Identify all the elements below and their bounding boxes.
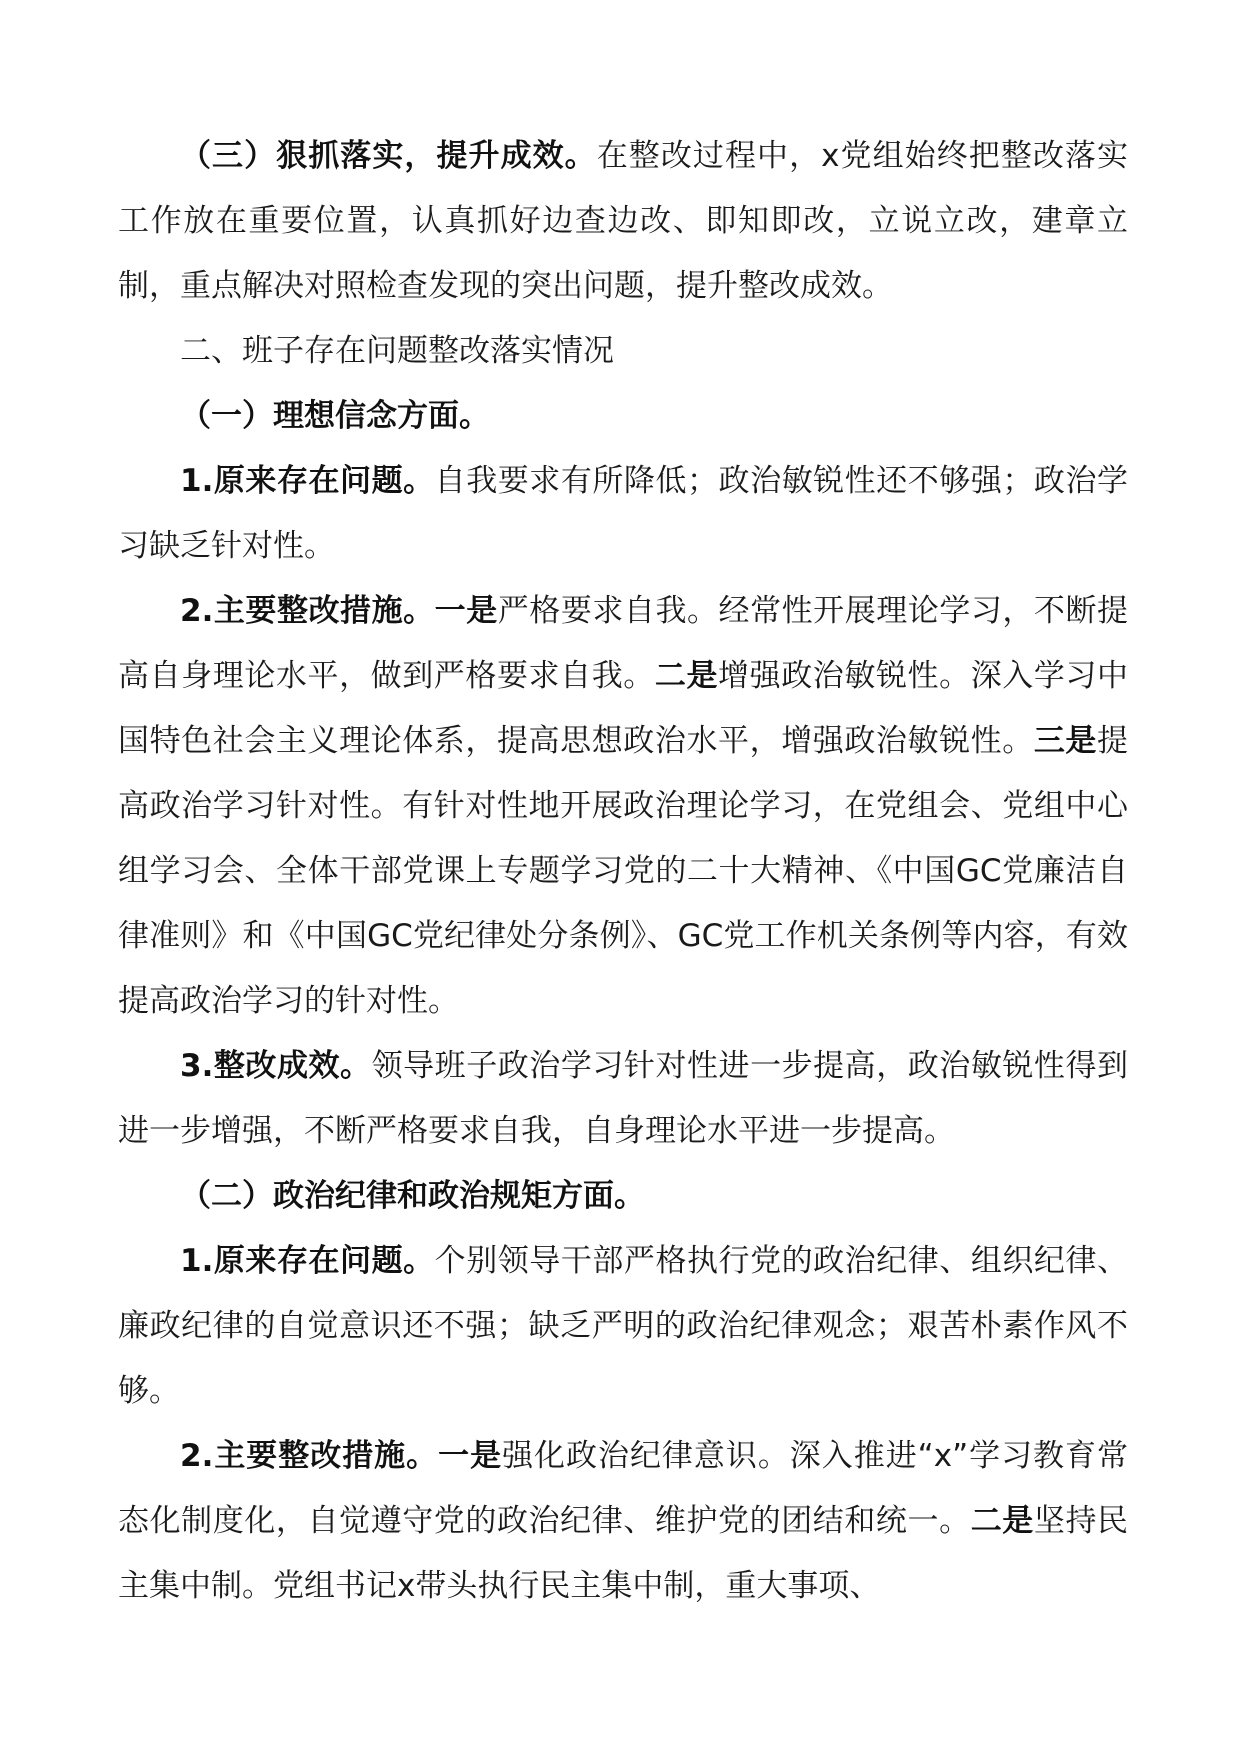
paragraph-text: 个别领导干部严格执行党的政治纪律、组织纪律、廉政纪律的自觉意识还不强；缺乏严明的政治纪律观念；艰苦朴素作风不够。 [118, 1243, 1128, 1409]
subsection-heading [118, 384, 1128, 449]
paragraph-text: 领导班子政治学习针对性进一步提高，政治敏锐性得到进一步增强，不断严格要求自我，自身理论水平进一步提高。 [118, 1048, 1128, 1149]
subsection-heading [118, 1164, 1128, 1229]
paragraph-problem [118, 449, 1128, 579]
document-body [118, 124, 1128, 1619]
measure-lead: 一是 [438, 1438, 503, 1474]
section-heading: 二、班子存在问题整改落实情况 [180, 333, 614, 369]
measure-text: 坚持民主集中制。党组书记x带头执行民主集中制，重大事项、 [118, 1503, 1129, 1604]
paragraph-lead: 1.原来存在问题。 [180, 463, 435, 499]
paragraph-implementation [118, 124, 1128, 319]
paragraph-measures [118, 579, 1128, 1034]
subsection-title: （一）理想信念方面。 [180, 398, 490, 434]
measure-text: 强化政治纪律意识。深入推进“x”学习教育常态化制度化，自觉遵守党的政治纪律、维护党的团结和统一。 [118, 1438, 1128, 1539]
paragraph-lead: 2.主要整改措施。 [180, 1438, 439, 1474]
measure-text: 提高政治学习针对性。有针对性地开展政治理论学习，在党组会、党组中心组学习会、全体干部党课上专题学习党的二十大精神、《中国GC党廉洁自律准则》和《中国GC党纪律处分条例》、GC党工作机关条例等内容，有效提高政治学习的针对性。 [118, 723, 1129, 1019]
measure-text: 严格要求自我。经常性开展理论学习，不断提高自身理论水平，做到严格要求自我。 [118, 593, 1129, 694]
measure-lead: 三是 [1033, 723, 1098, 759]
subsection-title: （二）政治纪律和政治规矩方面。 [180, 1178, 645, 1214]
measure-lead: 二是 [970, 1503, 1034, 1539]
paragraph-lead: 3.整改成效。 [180, 1048, 372, 1084]
paragraph-problem [118, 1229, 1128, 1424]
measure-lead: 二是 [654, 658, 719, 694]
measure-text: 增强政治敏锐性。深入学习中国特色社会主义理论体系，提高思想政治水平，增强政治敏锐性。 [118, 658, 1129, 759]
paragraph-lead: 2.主要整改措施。 [180, 593, 435, 629]
paragraph-lead: 1.原来存在问题。 [180, 1243, 435, 1279]
paragraph-text: 在整改过程中，x党组始终把整改落实工作放在重要位置，认真抓好边查边改、即知即改，立说立改，建章立制，重点解决对照检查发现的突出问题，提升整改成效。 [118, 138, 1128, 304]
paragraph-result [118, 1034, 1128, 1164]
measure-lead: 一是 [434, 593, 498, 629]
paragraph-lead: （三）狠抓落实，提升成效。 [180, 138, 597, 174]
paragraph-measures [118, 1424, 1128, 1619]
paragraph-text: 自我要求有所降低；政治敏锐性还不够强；政治学习缺乏针对性。 [118, 463, 1128, 564]
